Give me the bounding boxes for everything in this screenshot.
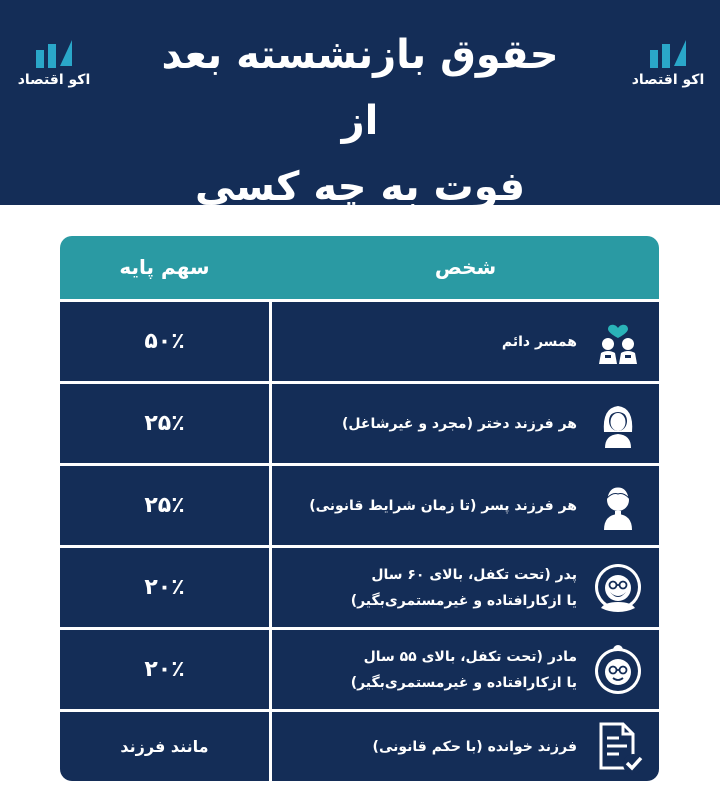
brand-logo [8, 36, 100, 96]
table-row [60, 302, 659, 381]
couple-heart-icon [589, 312, 647, 370]
share-cell: ۲۰٪ [60, 630, 269, 709]
brand-name: اکو اقتصاد [631, 72, 705, 88]
person-cell [272, 384, 659, 463]
person-label: همسر دائم [501, 333, 577, 350]
person-cell [272, 630, 659, 709]
document-check-icon [589, 718, 647, 776]
table-row [60, 712, 659, 781]
share-cell: مانند فرزند [60, 712, 269, 781]
grandfather-icon [589, 558, 647, 616]
table-header [60, 236, 659, 299]
person-cell [272, 712, 659, 781]
person-cell [272, 548, 659, 627]
brand-name: اکو اقتصاد [17, 72, 91, 88]
brand-logo [622, 36, 714, 96]
header-banner [0, 0, 720, 210]
column-header-person: شخص [434, 255, 497, 279]
title-line-1: حقوق بازنشسته بعد از [161, 32, 559, 144]
table-row [60, 630, 659, 709]
boy-icon [589, 476, 647, 534]
person-label: پدر (تحت تکفل، بالای ۶۰ سال یا ازکارافتاده و غیرمستمری‌بگیر) [350, 566, 577, 609]
chart-bars-icon [32, 36, 76, 70]
person-label: هر فرزند پسر (تا زمان شرایط قانونی) [309, 497, 577, 514]
chart-bars-icon [646, 36, 690, 70]
person-label: فرزند خوانده (با حکم قانونی) [372, 738, 577, 755]
table-row [60, 466, 659, 545]
share-cell: ۲۰٪ [60, 548, 269, 627]
share-cell: ۵۰٪ [60, 302, 269, 381]
person-cell [272, 302, 659, 381]
grandmother-icon [589, 640, 647, 698]
column-header-share: سهم پایه [119, 255, 210, 279]
share-cell: ۲۵٪ [60, 466, 269, 545]
girl-icon [589, 394, 647, 452]
beneficiary-table [60, 236, 659, 781]
person-cell [272, 466, 659, 545]
person-label: مادر (تحت تکفل، بالای ۵۵ سال یا ازکارافتاده و غیرمستمری‌بگیر) [350, 648, 577, 691]
person-label: هر فرزند دختر (مجرد و غیرشاغل) [342, 415, 577, 432]
table-row [60, 548, 659, 627]
table-row [60, 384, 659, 463]
share-cell: ۲۵٪ [60, 384, 269, 463]
title-line-2: فوت به چه کسی [194, 164, 526, 210]
